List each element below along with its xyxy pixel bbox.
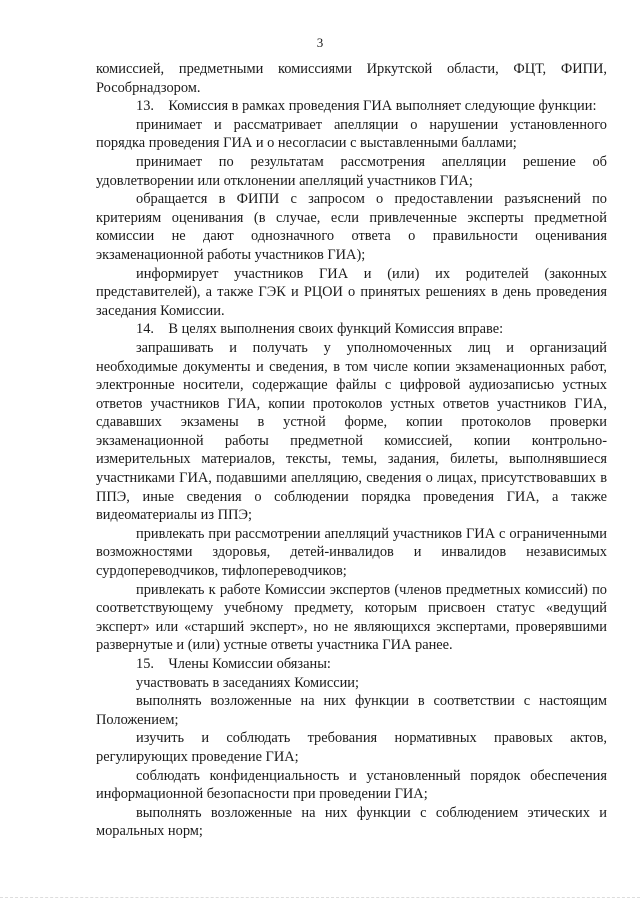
paragraph-duty-1: участвовать в заседаниях Комиссии; [136,674,359,691]
paragraph-function-4: информирует участников ГИА и (или) их родителей (законных представителей), а также ГЭК и РЦОИ о принятых решениях в день проведения заседания Комиссии. [96,265,607,319]
document-body [96,60,607,841]
paragraph-duty-3: изучить и соблюдать требования нормативных правовых актов, регулирующих проведение ГИА; [96,730,607,765]
scan-edge-artifact [0,897,640,901]
paragraph-function-1: принимает и рассматривает апелляции о нарушении установленного порядка проведения ГИА и о несогласии с выставленными баллами; [96,116,607,152]
paragraph-duty-5: выполнять возложенные на них функции с соблюдением этических и моральных норм; [96,804,607,840]
paragraph-right-1: запрашивать и получать у уполномоченных лиц и организаций необходимые документы и сведения, в том числе копии экзаменационных работ, электронные носители, содержащие файлы с цифровой аудиозаписью устных ответов участников ГИА, копии протоколов устных ответов участников ГИА, сдававших экзамены в устной форме, копии протоколов проверки экзаменационной работы предметной комиссией, копии контрольно-измерительных материалов, тексты, темы, задания, билеты, выполнявшиеся участниками ГИА, подавшими апелляцию, сведения о лицах, присутствовавших в ППЭ, иные сведения о соблюдении порядка проведения ГИА, а также видеоматериалы из ППЭ; [96,339,607,524]
paragraph-item-13: 13. Комиссия в рамках проведения ГИА выполняет следующие функции: [136,98,597,115]
paragraph-right-3: привлекать к работе Комиссии экспертов (членов предметных комиссий) по соответствующему учебному предмету, которым присвоен статус «ведущий эксперт» или «старший эксперт», но не являющихся экспертами, проверявшими развернутые и (или) устные ответы участника ГИА ранее. [96,581,607,654]
paragraph-item-15: 15. Члены Комиссии обязаны: [136,656,331,672]
paragraph-right-2: привлекать при рассмотрении апелляций участников ГИА с ограниченными возможностями здоровья, детей-инвалидов и инвалидов независимых сурдопереводчиков, тифлопереводчиков; [96,525,607,580]
paragraph-function-2: принимает по результатам рассмотрения апелляции решение об удовлетворении или отклонении апелляций участников ГИА; [96,153,607,189]
paragraph-duty-4: соблюдать конфиденциальность и установленный порядок обеспечения информационной безопасности при проведении ГИА; [96,767,607,803]
paragraph-function-3: обращается в ФИПИ с запросом о предоставлении разъяснений по критериям оценивания (в случае, если привлеченные эксперты предметной комиссии не дают однозначного ответа о правильности оценивания экзаменационной работы участников ГИА); [96,191,607,263]
page-number: 3 [316,35,324,50]
paragraph-item-14: 14. В целях выполнения своих функций Комиссия вправе: [136,321,504,338]
paragraph-continuation: комиссией, предметными комиссиями Иркутской области, ФЦТ, ФИПИ, Рособрнадзором. [96,61,607,96]
paragraph-duty-2: выполнять возложенные на них функции в соответствии с настоящим Положением; [96,693,607,728]
